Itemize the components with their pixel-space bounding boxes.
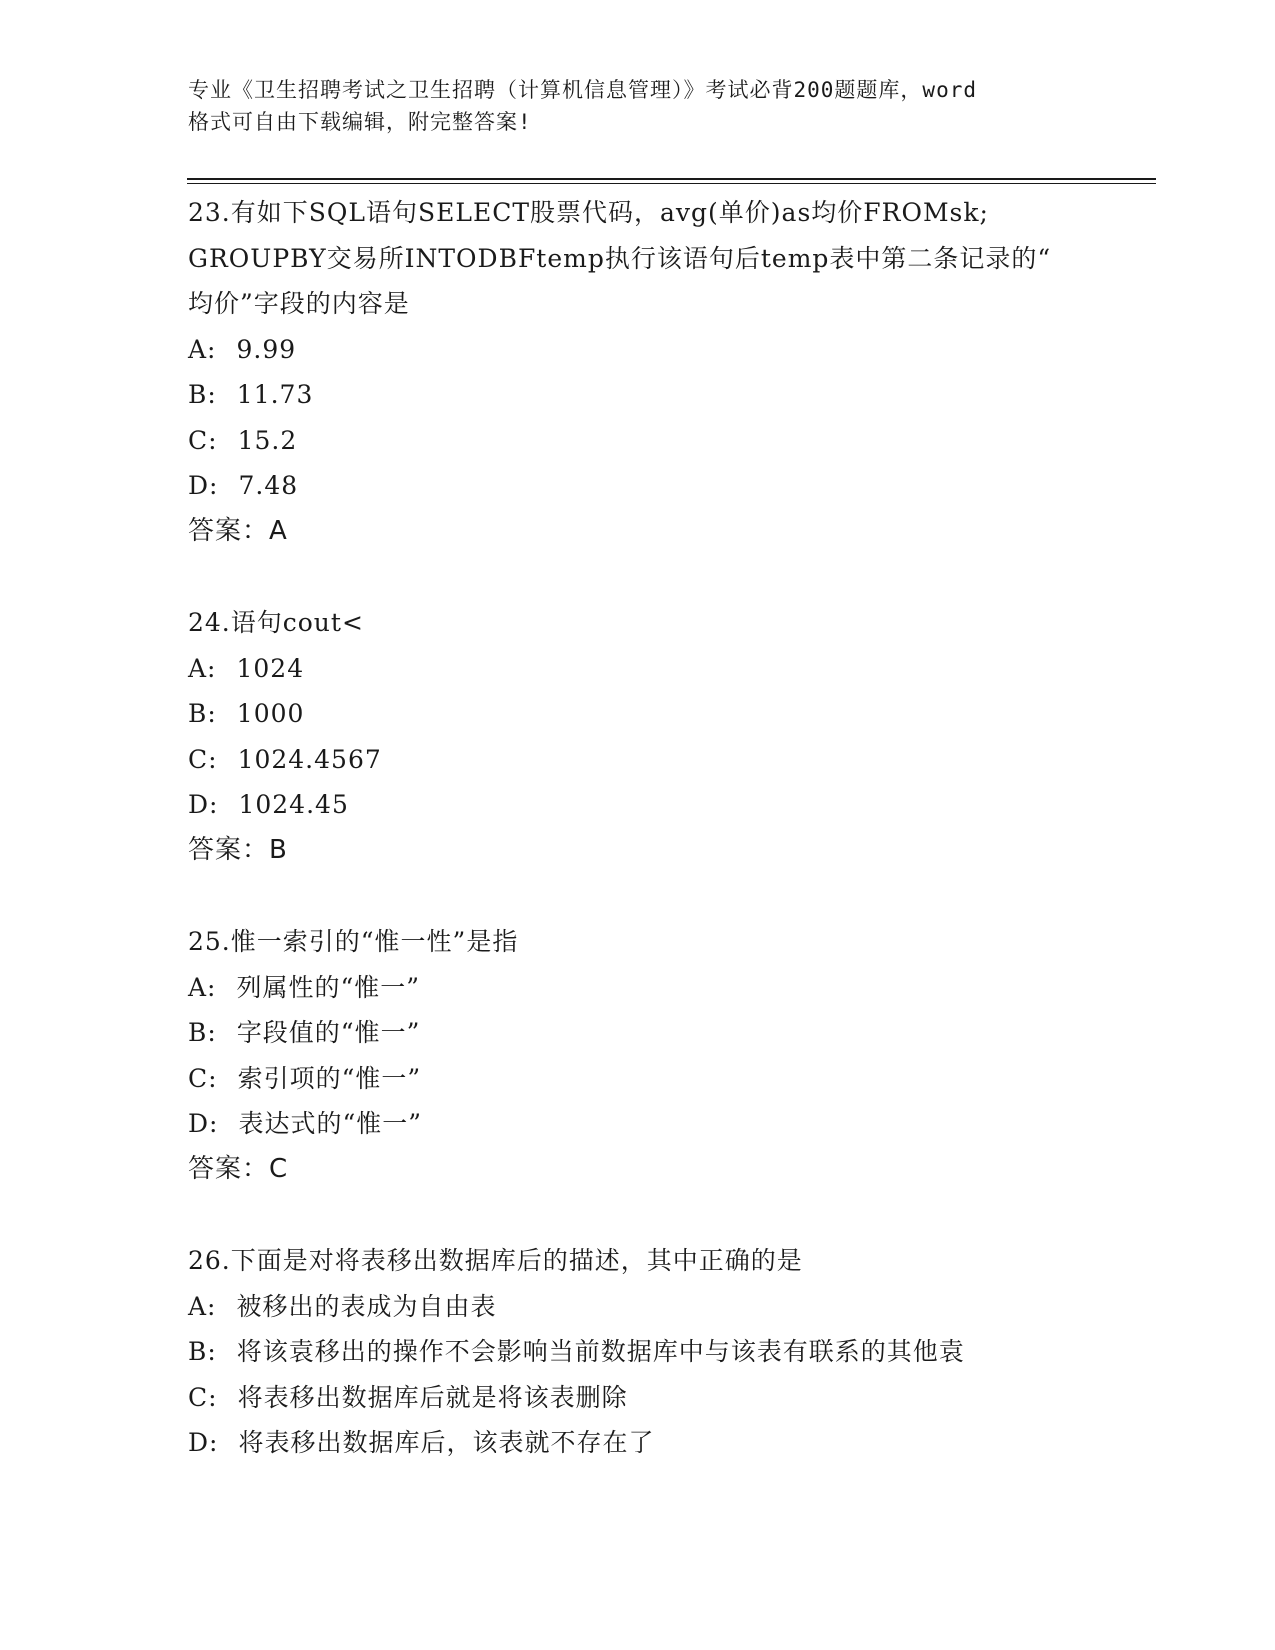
option-text: 11.73	[236, 380, 314, 409]
option-letter: A:	[188, 334, 217, 364]
answer-line: 答案：A	[188, 515, 288, 546]
option-a	[188, 327, 1148, 373]
option-text: 7.48	[238, 471, 299, 500]
option-text: 字段值的“惟一”	[236, 1018, 421, 1047]
option-d	[188, 1420, 1148, 1466]
option-c	[188, 737, 1148, 783]
question-stem-line: 23.有如下SQL语句SELECT股票代码，avg(单价)as均价FROMsk;	[188, 198, 989, 227]
option-letter: B:	[188, 1018, 217, 1047]
option-text: 1024.4567	[237, 744, 382, 774]
question-stem-line: 26.下面是对将表移出数据库后的描述，其中正确的是	[188, 1246, 803, 1275]
option-letter: D:	[188, 1428, 219, 1457]
option-a	[188, 646, 1148, 692]
option-c	[188, 418, 1148, 464]
option-d	[188, 782, 1148, 828]
option-text: 列属性的“惟一”	[236, 972, 421, 1002]
header-divider-thin	[187, 183, 1156, 184]
option-text: 9.99	[236, 334, 297, 364]
question-list	[188, 190, 1148, 1512]
option-text: 将该袁移出的操作不会影响当前数据库中与该表有联系的其他袁	[236, 1337, 965, 1366]
option-letter: D:	[188, 1109, 219, 1138]
answer-line: 答案：B	[188, 834, 288, 865]
option-text: 1024.45	[238, 790, 349, 819]
option-b	[188, 372, 1148, 418]
option-letter: A:	[188, 1291, 217, 1321]
option-text: 15.2	[237, 425, 298, 455]
option-text: 表达式的“惟一”	[238, 1109, 423, 1138]
question-24	[188, 600, 1148, 873]
option-letter: C:	[188, 1382, 218, 1412]
option-d	[188, 1101, 1148, 1147]
option-letter: D:	[188, 790, 219, 819]
question-stem-line: GROUPBY交易所INTODBFtemp执行该语句后temp表中第二条记录的“	[188, 243, 1052, 273]
header-title-line-1: 专业《卫生招聘考试之卫生招聘（计算机信息管理）》考试必背200题题库，word	[188, 78, 977, 102]
option-letter: C:	[188, 425, 218, 455]
option-b	[188, 1329, 1148, 1375]
option-letter: B:	[188, 380, 217, 409]
option-text: 索引项的“惟一”	[237, 1063, 422, 1093]
option-d	[188, 463, 1148, 509]
option-letter: D:	[188, 471, 219, 500]
option-letter: C:	[188, 1063, 218, 1093]
option-text: 1000	[236, 699, 305, 728]
option-letter: A:	[188, 972, 217, 1002]
question-26	[188, 1238, 1148, 1466]
option-b	[188, 691, 1148, 737]
option-a	[188, 965, 1148, 1011]
option-letter: B:	[188, 1337, 217, 1366]
option-text: 被移出的表成为自由表	[236, 1291, 497, 1321]
option-a	[188, 1284, 1148, 1330]
option-letter: C:	[188, 744, 218, 774]
option-text: 1024	[236, 653, 305, 683]
question-stem-line: 25.惟一索引的“惟一性”是指	[188, 927, 519, 956]
option-c	[188, 1056, 1148, 1102]
option-letter: A:	[188, 653, 217, 683]
header-divider-thick	[187, 178, 1156, 180]
question-stem-line: 24.语句cout<	[188, 608, 364, 637]
header-title-line-2: 格式可自由下载编辑，附完整答案!	[188, 110, 532, 134]
option-b	[188, 1010, 1148, 1056]
document-header	[188, 74, 1088, 138]
question-23	[188, 190, 1148, 554]
question-stem-line: 均价”字段的内容是	[188, 289, 410, 318]
option-text: 将表移出数据库后，该表就不存在了	[238, 1428, 655, 1457]
option-letter: B:	[188, 699, 217, 728]
option-text: 将表移出数据库后就是将该表删除	[237, 1382, 628, 1412]
option-c	[188, 1375, 1148, 1421]
question-25	[188, 919, 1148, 1192]
answer-line: 答案：C	[188, 1153, 289, 1184]
